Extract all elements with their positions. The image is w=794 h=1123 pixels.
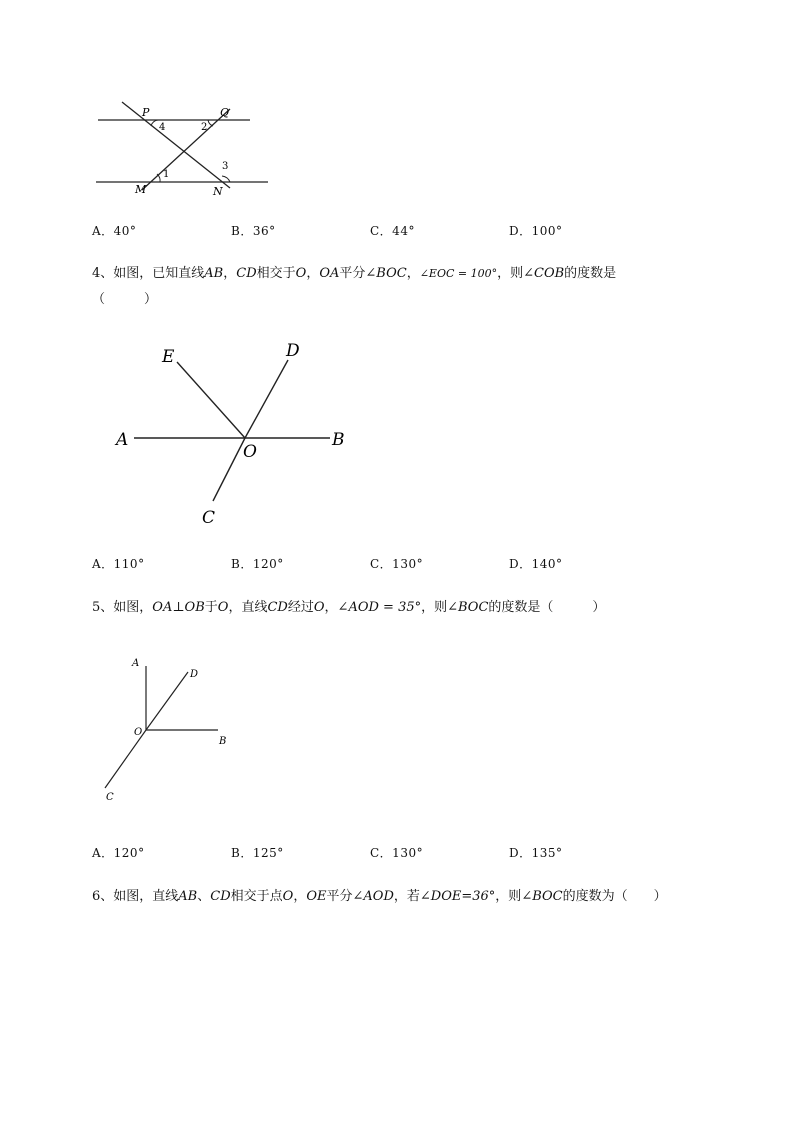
label-D: D: [190, 669, 199, 680]
q5-stem: [92, 596, 605, 615]
q5-sep: ，: [324, 600, 338, 615]
label-E: E: [162, 347, 175, 367]
q4-text: ，则: [497, 266, 524, 281]
q6-angle-boc: ∠BOC: [521, 889, 563, 904]
q4-cd: CD: [236, 266, 257, 281]
label-C: C: [106, 792, 114, 803]
q5-option-b[interactable]: B．125°: [231, 846, 284, 860]
q3-option-c[interactable]: C．44°: [370, 224, 415, 238]
figure-q4: [108, 335, 358, 530]
q5-text: 经过: [287, 600, 314, 615]
q5-perp: OA⊥OB: [152, 600, 205, 615]
q5-text: 于: [204, 600, 218, 615]
label-1: 1: [163, 169, 170, 180]
ray-od: [245, 360, 288, 438]
q6-text: ，则: [495, 889, 522, 904]
q4-given-angle: ∠EOC = 100°: [419, 267, 498, 280]
q4-text: 相交于: [256, 266, 296, 281]
q3-option-d[interactable]: D．100°: [509, 224, 563, 238]
q5-text: 的度数是（ ）: [488, 600, 606, 615]
q5-text: 5、如图，: [92, 600, 153, 615]
q4-text: 4、如图，已知直线: [92, 266, 205, 281]
q5-o2: O: [313, 600, 325, 615]
q6-cd: CD: [210, 889, 231, 904]
q4-oa: OA: [319, 266, 340, 281]
label-M: M: [135, 183, 147, 196]
q6-sep: ，: [293, 889, 307, 904]
q4-sep: ，: [406, 266, 420, 281]
q4-angle-boc: ∠BOC: [365, 266, 407, 281]
ray-oe: [177, 362, 245, 438]
q4-text: 的度数是: [564, 266, 617, 281]
q4-option-d[interactable]: D．140°: [509, 557, 563, 571]
label-P: P: [142, 106, 150, 119]
label-C: C: [202, 508, 216, 528]
q6-angle-aod: ∠AOD: [352, 889, 394, 904]
q4-sep: ，: [223, 266, 237, 281]
q4-o: O: [295, 266, 307, 281]
ray-oc: [213, 438, 245, 501]
q4-answer-bracket: （ ）: [92, 292, 158, 307]
label-D: D: [286, 341, 300, 361]
figure-parallel-lines: [90, 96, 275, 201]
q6-o: O: [282, 889, 294, 904]
q6-stem: [92, 885, 667, 904]
label-O: O: [243, 442, 257, 462]
q6-sep: 、: [197, 889, 211, 904]
q5-angle-boc: ∠BOC: [447, 600, 489, 615]
q6-text: 6、如图，直线: [92, 889, 179, 904]
q6-given-angle: ∠DOE=36°: [419, 889, 496, 904]
q5-option-d[interactable]: D．135°: [509, 846, 563, 860]
q4-stem: [92, 262, 616, 281]
label-B: B: [219, 736, 227, 747]
q5-text: ，则: [421, 600, 448, 615]
q6-text: 的度数为（ ）: [562, 889, 667, 904]
q5-given-angle: ∠AOD = 35°: [337, 600, 422, 615]
label-A: A: [116, 430, 129, 450]
q5-o: O: [217, 600, 229, 615]
label-3: 3: [222, 161, 229, 172]
label-O: O: [134, 727, 143, 738]
label-4: 4: [159, 122, 166, 133]
ray-oc: [105, 730, 146, 788]
line-pn: [122, 102, 230, 188]
q4-angle-cob: ∠COB: [523, 266, 565, 281]
label-N: N: [213, 185, 223, 198]
q5-cd: CD: [267, 600, 288, 615]
angle-arc-3: [222, 176, 230, 182]
q4-sep: ，: [306, 266, 320, 281]
q4-text: 平分: [339, 266, 366, 281]
q5-option-a[interactable]: A．120°: [92, 846, 145, 860]
q4-ab: AB: [204, 266, 224, 281]
q4-option-c[interactable]: C．130°: [370, 557, 424, 571]
ray-od: [146, 672, 188, 730]
label-B: B: [332, 430, 345, 450]
q3-option-b[interactable]: B．36°: [231, 224, 276, 238]
label-A: A: [132, 658, 140, 669]
q5-text: ，直线: [228, 600, 268, 615]
q6-text: 相交于点: [230, 889, 283, 904]
figure-q5: [100, 650, 240, 805]
q6-text: 平分: [326, 889, 353, 904]
q4-option-b[interactable]: B．120°: [231, 557, 284, 571]
q3-option-a[interactable]: A．40°: [92, 224, 137, 238]
q6-text: ，若: [393, 889, 420, 904]
label-2: 2: [201, 122, 208, 133]
q5-option-c[interactable]: C．130°: [370, 846, 424, 860]
q6-ab: AB: [178, 889, 198, 904]
q6-oe: OE: [306, 889, 327, 904]
label-Q: Q: [220, 106, 230, 119]
q4-option-a[interactable]: A．110°: [92, 557, 145, 571]
